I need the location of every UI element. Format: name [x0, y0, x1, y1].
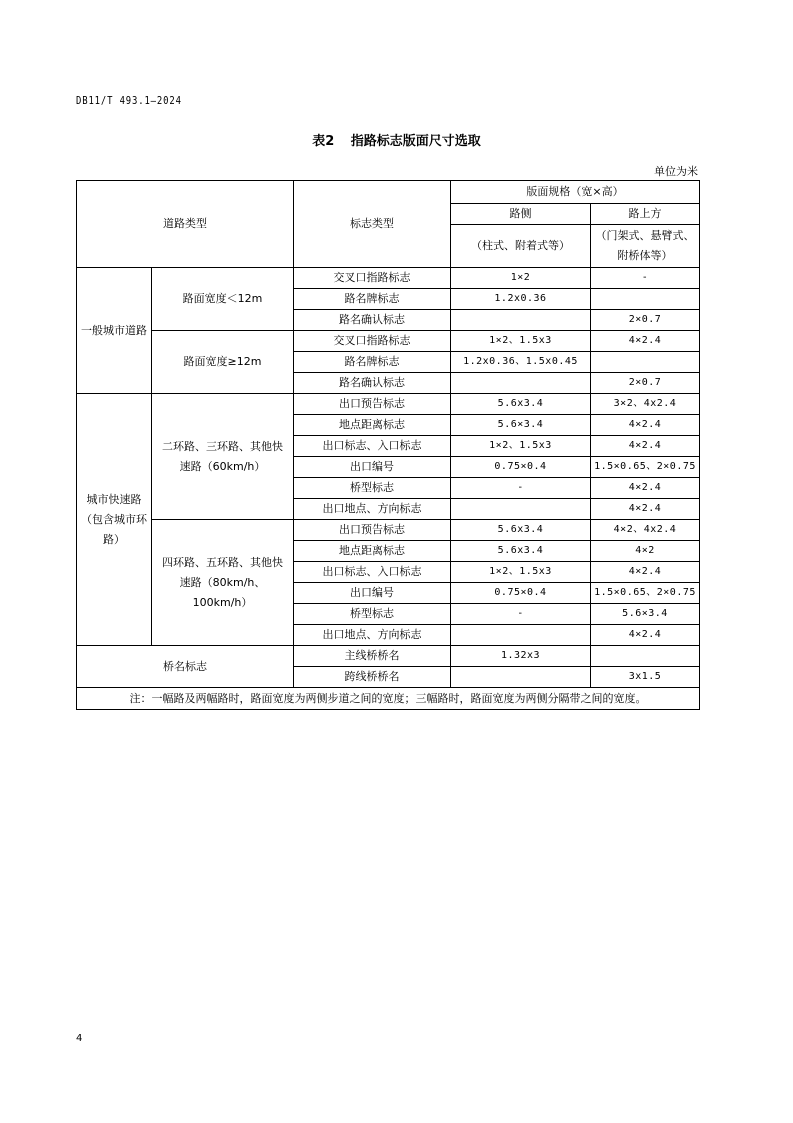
- side-size: 1×2: [451, 268, 591, 289]
- sign-name: 出口地点、方向标志: [294, 499, 451, 520]
- sign-name: 出口编号: [294, 457, 451, 478]
- top-size: 4×2.4: [591, 415, 700, 436]
- side-size: 1.32x3: [451, 646, 591, 667]
- top-size: -: [591, 268, 700, 289]
- side-size: 1×2、1.5x3: [451, 331, 591, 352]
- top-size: 4×2.4: [591, 625, 700, 646]
- top-size: 3×2、4x2.4: [591, 394, 700, 415]
- sign-name: 主线桥桥名: [294, 646, 451, 667]
- subgroup-narrow: 路面宽度＜12m: [152, 268, 294, 331]
- side-size: 5.6×3.4: [451, 415, 591, 436]
- header-top: 路上方: [591, 204, 700, 225]
- sign-name: 地点距离标志: [294, 541, 451, 562]
- top-size: 4×2.4: [591, 436, 700, 457]
- side-size: 5.6x3.4: [451, 541, 591, 562]
- header-side-sub: （柱式、附着式等）: [451, 225, 591, 268]
- side-size: -: [451, 478, 591, 499]
- side-size: 1.2x0.36: [451, 289, 591, 310]
- sign-name: 路名确认标志: [294, 373, 451, 394]
- subgroup-expressway-80-100: 四环路、五环路、其他快速路（80km/h、100km/h）: [152, 520, 294, 646]
- top-size: 2×0.7: [591, 310, 700, 331]
- sign-name: 出口预告标志: [294, 394, 451, 415]
- top-size: 4×2.4: [591, 331, 700, 352]
- top-size: 4×2、4x2.4: [591, 520, 700, 541]
- sign-name: 交叉口指路标志: [294, 331, 451, 352]
- side-size: 1×2、1.5x3: [451, 436, 591, 457]
- top-size: 1.5×0.65、2×0.75: [591, 583, 700, 604]
- sign-name: 路名牌标志: [294, 289, 451, 310]
- side-size: [451, 373, 591, 394]
- group-bridge-name: 桥名标志: [77, 646, 294, 688]
- top-size: 2×0.7: [591, 373, 700, 394]
- sign-name: 路名确认标志: [294, 310, 451, 331]
- sign-size-table: [76, 180, 700, 710]
- side-size: 5.6x3.4: [451, 520, 591, 541]
- group-general-road: 一般城市道路: [77, 268, 152, 394]
- top-size: [591, 646, 700, 667]
- header-side: 路侧: [451, 204, 591, 225]
- side-size: -: [451, 604, 591, 625]
- sign-name: 出口标志、入口标志: [294, 436, 451, 457]
- top-size: 5.6×3.4: [591, 604, 700, 625]
- top-size: 4×2: [591, 541, 700, 562]
- sign-name: 出口预告标志: [294, 520, 451, 541]
- side-size: 0.75×0.4: [451, 457, 591, 478]
- subgroup-expressway-60: 二环路、三环路、其他快速路（60km/h）: [152, 394, 294, 520]
- sign-name: 交叉口指路标志: [294, 268, 451, 289]
- top-size: 4×2.4: [591, 562, 700, 583]
- top-size: [591, 289, 700, 310]
- header-spec: 版面规格（宽×高）: [451, 181, 700, 204]
- sign-name: 路名牌标志: [294, 352, 451, 373]
- group-expressway: 城市快速路（包含城市环路）: [77, 394, 152, 646]
- header-road-type: 道路类型: [77, 181, 294, 268]
- sign-name: 出口地点、方向标志: [294, 625, 451, 646]
- top-size: 4×2.4: [591, 499, 700, 520]
- header-top-sub: （门架式、悬臂式、附桥体等）: [591, 225, 700, 268]
- subgroup-wide: 路面宽度≥12m: [152, 331, 294, 394]
- top-size: 3x1.5: [591, 667, 700, 688]
- sign-name: 桥型标志: [294, 604, 451, 625]
- unit-label: 单位为米: [654, 165, 698, 178]
- page-number: 4: [76, 1033, 83, 1044]
- sign-name: 出口编号: [294, 583, 451, 604]
- side-size: 1×2、1.5x3: [451, 562, 591, 583]
- document-code: DB11/T 493.1—2024: [76, 95, 182, 107]
- table-caption: 指路标志版面尺寸选取: [350, 134, 481, 149]
- sign-name: 跨线桥桥名: [294, 667, 451, 688]
- sign-name: 地点距离标志: [294, 415, 451, 436]
- table-title: [0, 130, 793, 149]
- side-size: 1.2x0.36、1.5x0.45: [451, 352, 591, 373]
- sign-name: 桥型标志: [294, 478, 451, 499]
- side-size: 5.6x3.4: [451, 394, 591, 415]
- header-sign-type: 标志类型: [294, 181, 451, 268]
- top-size: 4×2.4: [591, 478, 700, 499]
- side-size: [451, 667, 591, 688]
- table-note: 注：一幅路及两幅路时，路面宽度为两侧步道之间的宽度；三幅路时，路面宽度为两侧分隔带之间的宽度。: [77, 688, 700, 710]
- sign-name: 出口标志、入口标志: [294, 562, 451, 583]
- table-number: 表2: [312, 134, 335, 149]
- side-size: [451, 499, 591, 520]
- top-size: 1.5×0.65、2×0.75: [591, 457, 700, 478]
- side-size: 0.75×0.4: [451, 583, 591, 604]
- top-size: [591, 352, 700, 373]
- side-size: [451, 625, 591, 646]
- side-size: [451, 310, 591, 331]
